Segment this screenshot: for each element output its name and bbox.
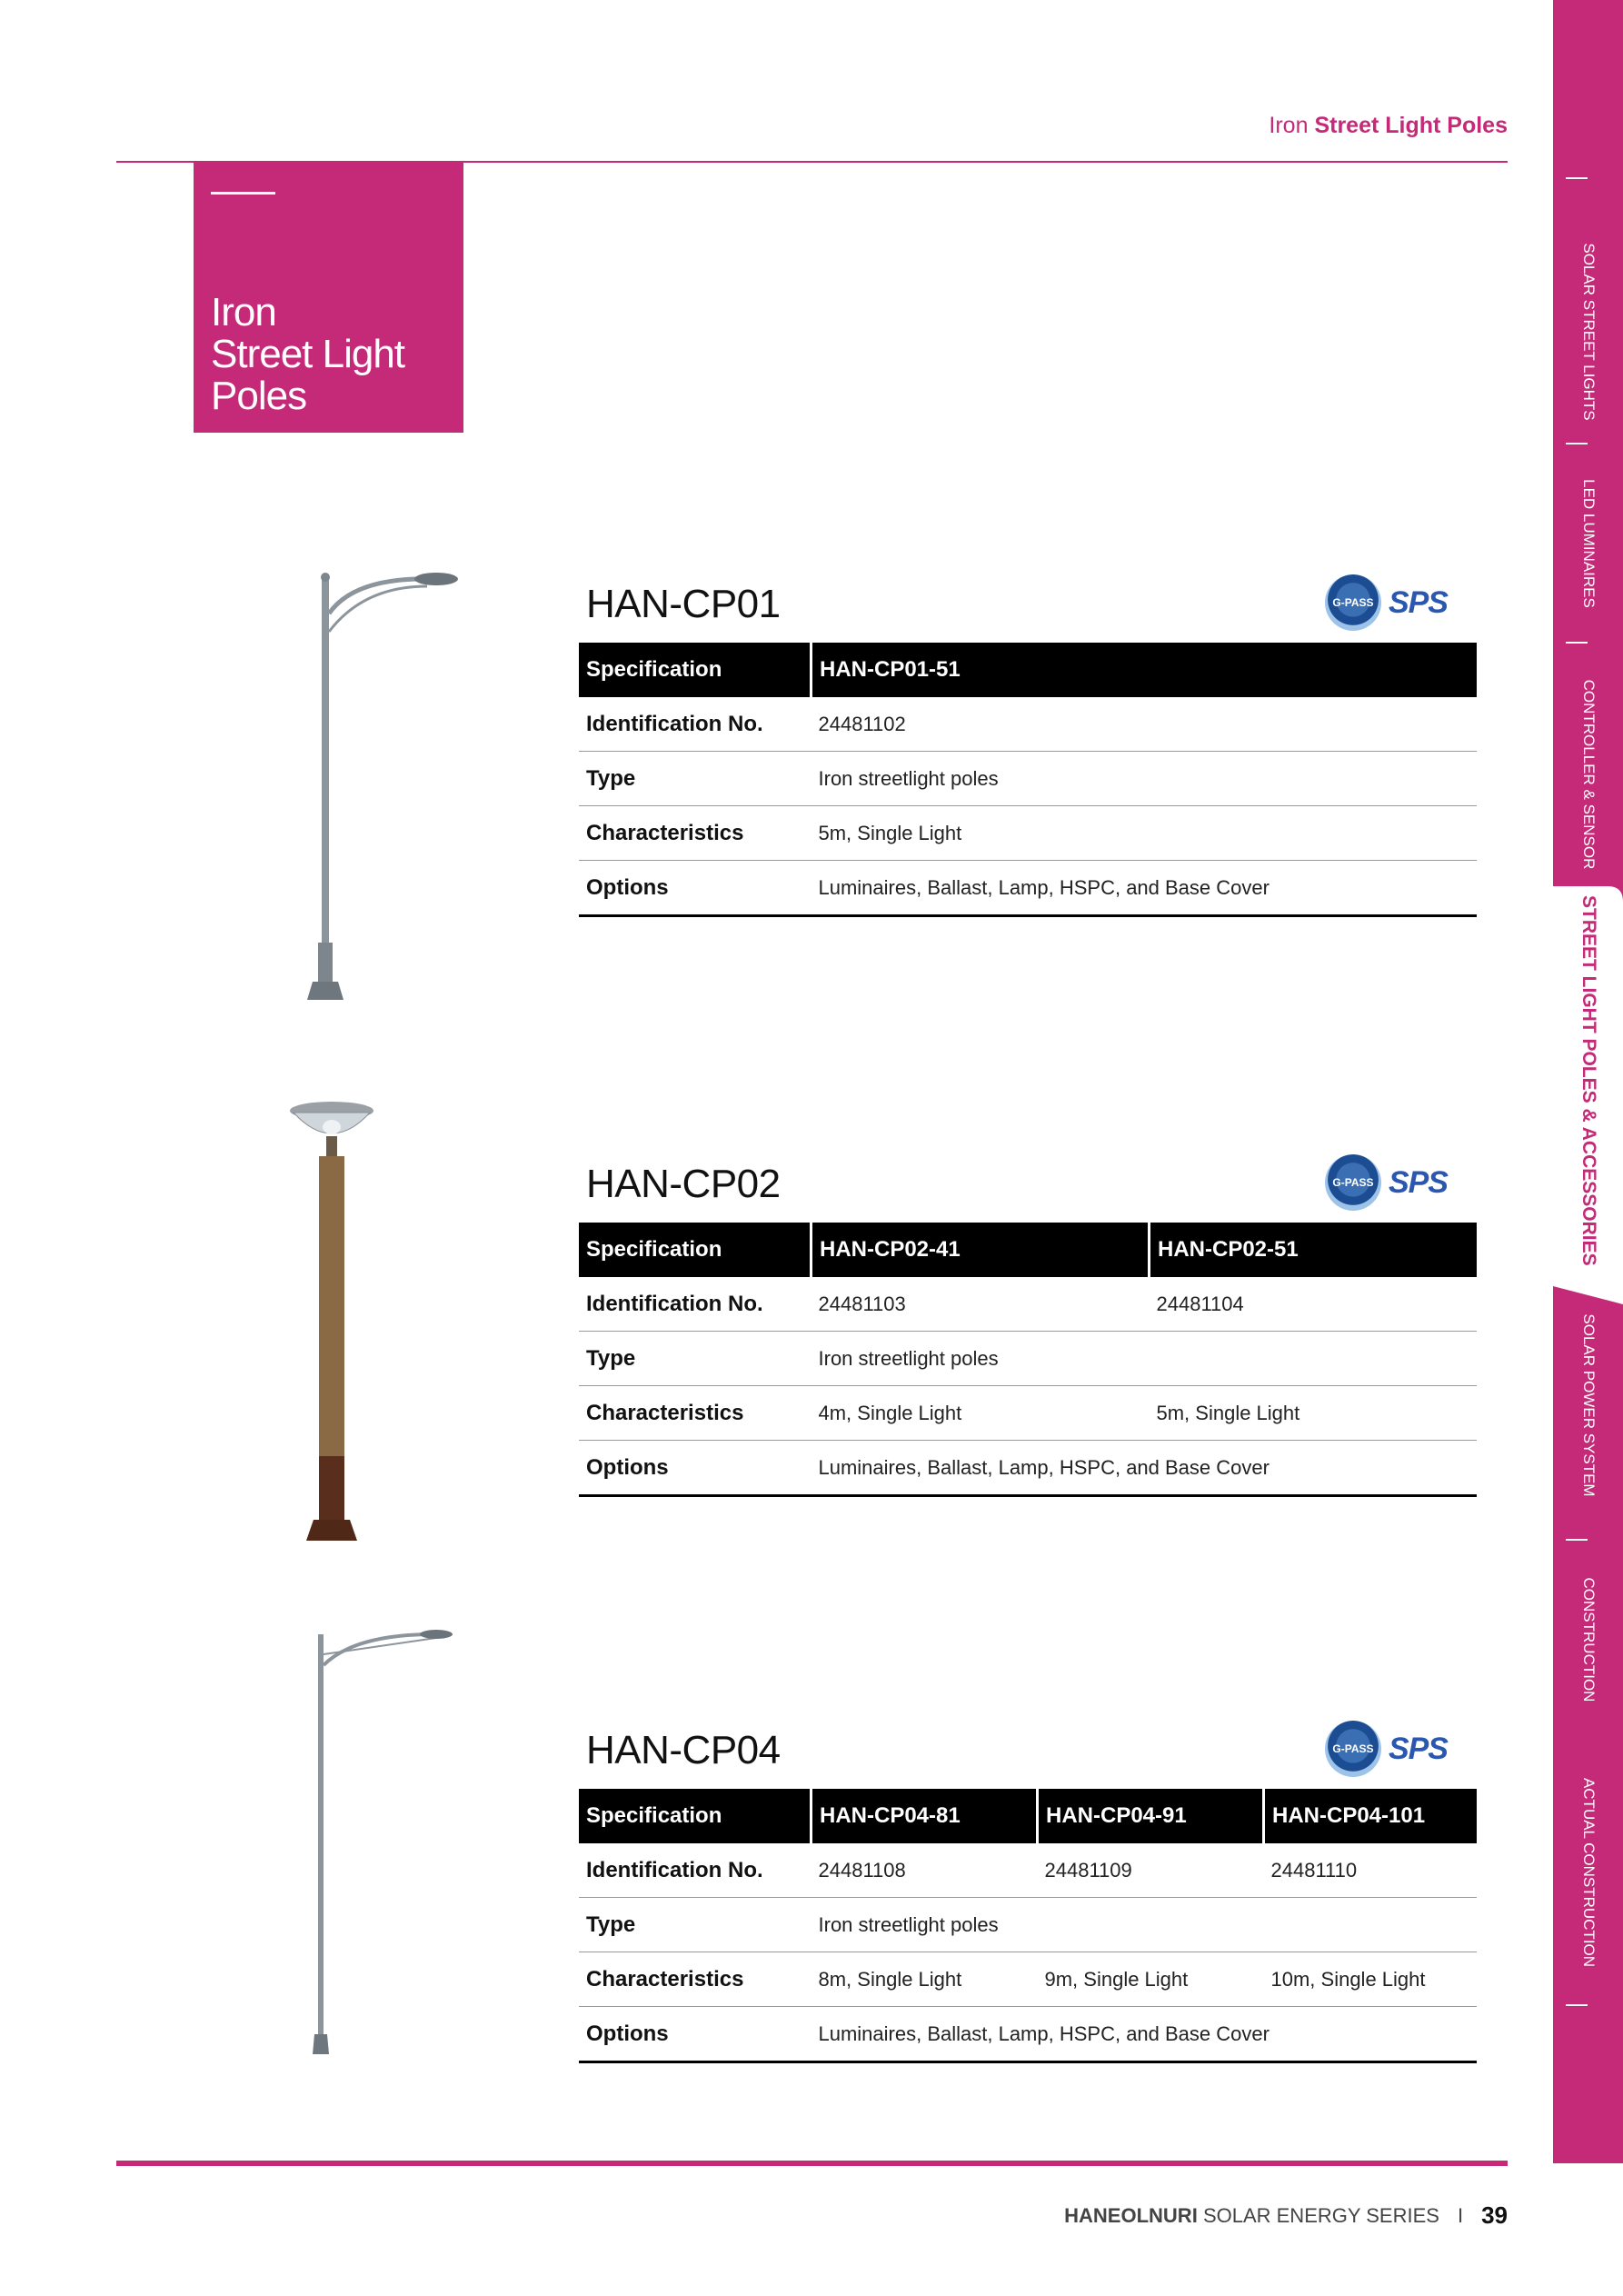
product-name: HAN-CP01 bbox=[586, 582, 781, 626]
sidebar-rule bbox=[1566, 2004, 1588, 2006]
section-title-line3: Poles bbox=[211, 374, 307, 418]
id-label: Identification No. bbox=[579, 697, 812, 752]
table-row bbox=[579, 752, 1477, 806]
table-row bbox=[579, 1843, 1477, 1898]
sidebar-item-actual-construction[interactable]: ACTUAL CONSTRUCTION bbox=[1580, 1777, 1598, 1968]
type-label: Type bbox=[579, 1332, 812, 1386]
page-footer bbox=[1064, 2201, 1508, 2230]
spec-label: Specification bbox=[579, 1789, 812, 1843]
spec-label: Specification bbox=[579, 643, 812, 697]
id-cell: 24481102 bbox=[812, 697, 1478, 752]
table-row bbox=[579, 1277, 1477, 1332]
id-cell: 24481103 bbox=[812, 1277, 1150, 1332]
model-cell: HAN-CP04-81 bbox=[812, 1789, 1038, 1843]
options-cell: Luminaires, Ballast, Lamp, HSPC, and Base Cover bbox=[812, 2007, 1478, 2062]
sidebar-item-construction[interactable]: CONSTRUCTION bbox=[1580, 1577, 1598, 1702]
char-cell: 9m, Single Light bbox=[1038, 1952, 1264, 2007]
type-label: Type bbox=[579, 1898, 812, 1952]
table-row bbox=[579, 697, 1477, 752]
page-number: 39 bbox=[1481, 2201, 1508, 2229]
running-header bbox=[1269, 113, 1508, 139]
spec-table bbox=[579, 1789, 1477, 2063]
footer-series: SOLAR ENERGY SERIES bbox=[1202, 2203, 1439, 2227]
model-cell: HAN-CP04-101 bbox=[1264, 1789, 1478, 1843]
gpass-logo: G-PASS bbox=[1325, 574, 1381, 631]
pole-cp04-image bbox=[300, 1627, 454, 2063]
section-title bbox=[211, 292, 404, 417]
pole-cp01-image bbox=[300, 568, 463, 1004]
certification-logos bbox=[1325, 1154, 1448, 1211]
gpass-logo: G-PASS bbox=[1325, 1154, 1381, 1211]
certification-logos bbox=[1325, 1721, 1448, 1777]
model-cell: HAN-CP01-51 bbox=[812, 643, 1478, 697]
spec-table bbox=[579, 643, 1477, 917]
table-row bbox=[579, 1332, 1477, 1386]
header-title: Street Light Poles bbox=[1314, 113, 1508, 138]
sidebar-rule bbox=[1566, 177, 1588, 179]
id-label: Identification No. bbox=[579, 1843, 812, 1898]
char-label: Characteristics bbox=[579, 1952, 812, 2007]
sidebar-rule bbox=[1566, 443, 1588, 444]
section-title-line1: Iron bbox=[211, 290, 276, 334]
table-row bbox=[579, 1386, 1477, 1441]
product-name: HAN-CP04 bbox=[586, 1728, 781, 1772]
sidebar-item-solar-street-lights[interactable]: SOLAR STREET LIGHTS bbox=[1580, 243, 1598, 421]
options-cell: Luminaires, Ballast, Lamp, HSPC, and Base Cover bbox=[812, 861, 1478, 916]
product-name: HAN-CP02 bbox=[586, 1162, 781, 1206]
type-cell: Iron streetlight poles bbox=[812, 1332, 1478, 1386]
model-cell: HAN-CP02-41 bbox=[812, 1223, 1150, 1277]
sidebar-item-street-light-poles[interactable]: STREET LIGHT POLES & ACCESSORIES bbox=[1578, 895, 1599, 1266]
footer-brand: HANEOLNURI bbox=[1064, 2203, 1198, 2227]
char-label: Characteristics bbox=[579, 1386, 812, 1441]
table-row bbox=[579, 1789, 1477, 1843]
model-cell: HAN-CP02-51 bbox=[1150, 1223, 1478, 1277]
sidebar-item-solar-power-system[interactable]: SOLAR POWER SYSTEM bbox=[1580, 1313, 1598, 1497]
char-cell: 10m, Single Light bbox=[1264, 1952, 1478, 2007]
id-cell: 24481110 bbox=[1264, 1843, 1478, 1898]
char-cell: 4m, Single Light bbox=[812, 1386, 1150, 1441]
table-row bbox=[579, 1441, 1477, 1496]
type-label: Type bbox=[579, 752, 812, 806]
options-label: Options bbox=[579, 2007, 812, 2062]
sidebar-item-controller-sensor[interactable]: CONTROLLER & SENSOR bbox=[1580, 679, 1598, 870]
id-label: Identification No. bbox=[579, 1277, 812, 1332]
model-cell: HAN-CP04-91 bbox=[1038, 1789, 1264, 1843]
sidebar-item-led-luminaires[interactable]: LED LUMINAIRES bbox=[1580, 479, 1598, 608]
table-row bbox=[579, 1952, 1477, 2007]
title-dash bbox=[211, 192, 275, 195]
bottom-divider bbox=[116, 2161, 1508, 2166]
gpass-logo: G-PASS bbox=[1325, 1721, 1381, 1777]
options-cell: Luminaires, Ballast, Lamp, HSPC, and Base Cover bbox=[812, 1441, 1478, 1496]
pole-cp02-image bbox=[286, 1100, 377, 1545]
table-row bbox=[579, 806, 1477, 861]
options-label: Options bbox=[579, 861, 812, 916]
table-row bbox=[579, 2007, 1477, 2062]
sps-logo: SPS bbox=[1388, 584, 1448, 620]
type-cell: Iron streetlight poles bbox=[812, 752, 1478, 806]
spec-label: Specification bbox=[579, 1223, 812, 1277]
id-cell: 24481104 bbox=[1150, 1277, 1478, 1332]
footer-separator: I bbox=[1457, 2203, 1464, 2227]
char-cell: 5m, Single Light bbox=[812, 806, 1478, 861]
table-row bbox=[579, 1898, 1477, 1952]
sps-logo: SPS bbox=[1388, 1164, 1448, 1200]
header-prefix: Iron bbox=[1269, 113, 1309, 138]
id-cell: 24481109 bbox=[1038, 1843, 1264, 1898]
section-title-block bbox=[194, 163, 463, 433]
section-title-line2: Street Light bbox=[211, 332, 405, 376]
char-cell: 8m, Single Light bbox=[812, 1952, 1038, 2007]
table-row bbox=[579, 643, 1477, 697]
id-cell: 24481108 bbox=[812, 1843, 1038, 1898]
sidebar-rule bbox=[1566, 1539, 1588, 1541]
table-row bbox=[579, 1223, 1477, 1277]
sps-logo: SPS bbox=[1388, 1731, 1448, 1766]
type-cell: Iron streetlight poles bbox=[812, 1898, 1478, 1952]
spec-table bbox=[579, 1223, 1477, 1497]
options-label: Options bbox=[579, 1441, 812, 1496]
table-row bbox=[579, 861, 1477, 916]
char-label: Characteristics bbox=[579, 806, 812, 861]
char-cell: 5m, Single Light bbox=[1150, 1386, 1478, 1441]
certification-logos bbox=[1325, 574, 1448, 631]
